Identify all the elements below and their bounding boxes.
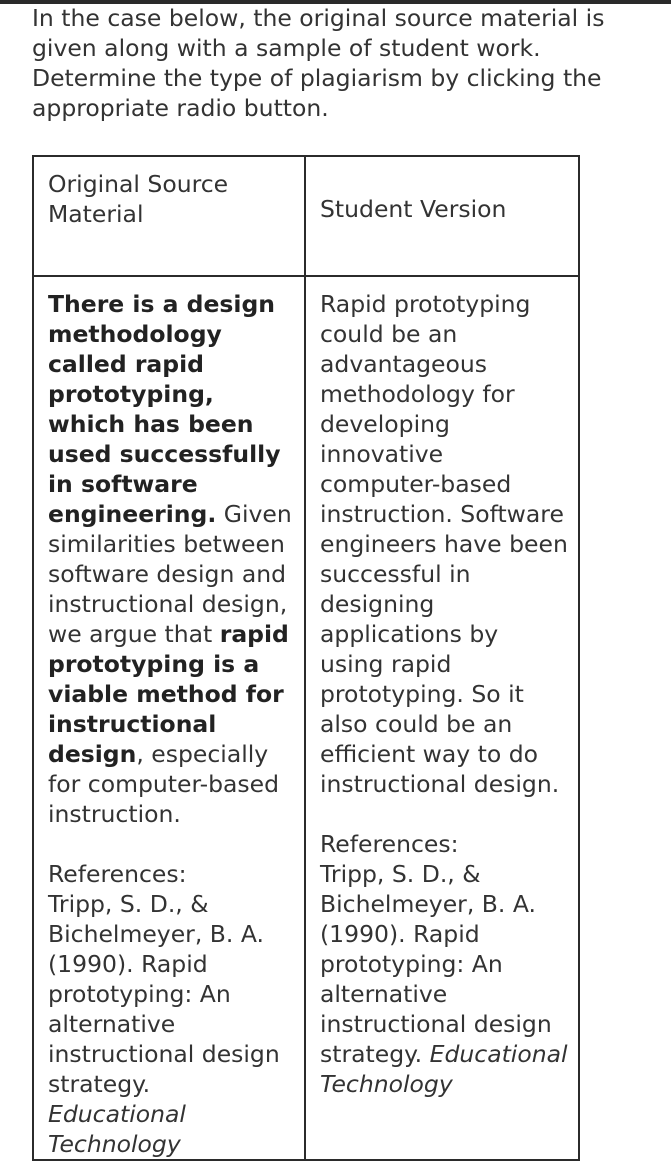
student-references	[320, 829, 568, 1099]
references-journal: Educational Technology	[48, 1100, 186, 1158]
plagiarism-case-table	[32, 155, 580, 1161]
references-label: References:	[48, 860, 187, 888]
original-source-cell	[33, 276, 305, 1160]
student-version-header: Student Version	[305, 156, 579, 276]
original-bold-2: rapid prototyping is a viable method for instructional design	[48, 620, 289, 768]
original-text-2: , especially for computer-based instruction.	[48, 740, 280, 828]
student-version-cell	[305, 276, 579, 1160]
original-references	[48, 859, 294, 1159]
table-body-row	[33, 276, 579, 1160]
original-source-header: Original Source Material	[33, 156, 305, 276]
references-citation: Tripp, S. D., & Bichelmeyer, B. A. (1990). Rapid prototyping: An alternative instructional design strategy.	[48, 890, 280, 1098]
references-journal: Educational Technology	[320, 1040, 568, 1098]
original-bold-1: There is a design methodology called rapid prototyping, which has been used successfully in software engineering.	[48, 290, 281, 528]
references-citation: Tripp, S. D., & Bichelmeyer, B. A. (1990). Rapid prototyping: An alternative instructional design strategy.	[320, 860, 552, 1068]
instructions-text: In the case below, the original source material is given along with a sample of student work. Determine the type of plagiarism by clicking the appropriate radio button.	[32, 4, 605, 122]
references-label: References:	[320, 830, 459, 858]
student-version-text: Rapid prototyping could be an advantageous methodology for developing innovative computer-based instruction. Software engineers have been successful in designing applications by using rapid prototyping. So it also could be an efficient way to do instructional design.	[320, 290, 568, 798]
original-text-1: Given similarities between software design and instructional design, we argue that	[48, 500, 292, 648]
original-source-text	[48, 289, 294, 829]
table-header-row	[33, 156, 579, 276]
